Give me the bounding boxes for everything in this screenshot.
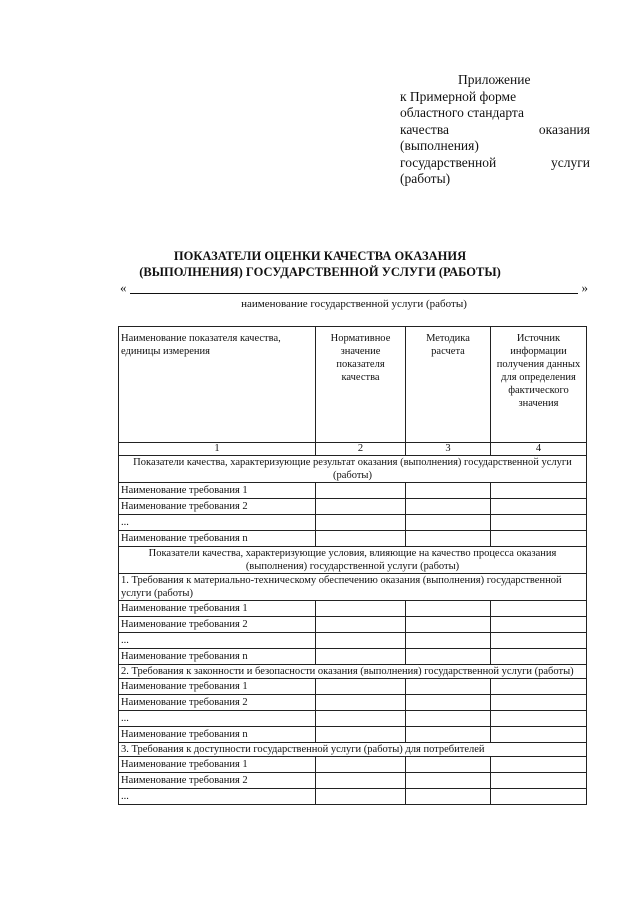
table-cell: [316, 515, 406, 531]
table-cell: [491, 711, 587, 727]
group-title: 2. Требования к законности и безопасности оказания (выполнения) государственной услуги (работы): [119, 665, 587, 679]
appendix-line: Приложение: [458, 72, 531, 87]
appendix-line: областного стандарта: [400, 105, 524, 120]
column-number: 2: [316, 443, 406, 456]
requirement-name: Наименование требования 2: [119, 773, 316, 789]
section-title: Показатели качества, характеризующие условия, влияющие на качество процесса оказания (выполнения) государственной услуги (работы): [119, 547, 587, 574]
table-row: [119, 633, 587, 649]
group-title-row: [119, 665, 587, 679]
appendix-line: к Примерной форме: [400, 88, 517, 104]
table-cell: [406, 601, 491, 617]
title-line: (ВЫПОЛНЕНИЯ) ГОСУДАРСТВЕННОЙ УСЛУГИ (РАБОТЫ): [139, 265, 501, 279]
requirement-name: ...: [119, 515, 316, 531]
fill-in-rule: [130, 293, 578, 294]
appendix-line: (выполнения): [400, 138, 479, 153]
table-cell: [406, 789, 491, 805]
table-cell: [406, 515, 491, 531]
quality-indicators-table: [118, 326, 587, 805]
table-row: [119, 515, 587, 531]
table-cell: [491, 499, 587, 515]
table-cell: [406, 711, 491, 727]
table-row: [119, 601, 587, 617]
table-cell: [491, 757, 587, 773]
table-cell: [406, 757, 491, 773]
table-cell: [491, 649, 587, 665]
table-cell: [491, 789, 587, 805]
table-cell: [316, 711, 406, 727]
table-cell: [316, 531, 406, 547]
appendix-word: услуги: [551, 154, 590, 170]
group-title: 1. Требования к материально-техническому обеспечению оказания (выполнения) государственной услуги (работы): [119, 574, 587, 601]
table-cell: [316, 789, 406, 805]
column-number: 4: [491, 443, 587, 456]
table-cell: [316, 649, 406, 665]
column-number-row: [119, 443, 587, 456]
appendix-block: [400, 72, 590, 188]
requirement-name: Наименование требования 2: [119, 617, 316, 633]
table-cell: [316, 679, 406, 695]
requirement-name: Наименование требования 1: [119, 483, 316, 499]
header-indicator: Наименование показателя качества, единицы измерения: [119, 327, 316, 443]
table-row: [119, 773, 587, 789]
table-cell: [316, 757, 406, 773]
requirement-name: Наименование требования 2: [119, 695, 316, 711]
table-row: [119, 711, 587, 727]
appendix-line: (работы): [400, 171, 451, 186]
table-cell: [316, 695, 406, 711]
requirement-name: ...: [119, 789, 316, 805]
table-row: [119, 649, 587, 665]
table-row: [119, 499, 587, 515]
requirement-name: ...: [119, 633, 316, 649]
service-name-caption: наименование государственной услуги (работы): [241, 298, 467, 310]
header-norm-value: Нормативное значение показателя качества: [316, 327, 406, 443]
table-cell: [491, 679, 587, 695]
group-title-row: [119, 743, 587, 757]
table-cell: [491, 633, 587, 649]
appendix-line: [400, 122, 590, 139]
requirement-name: Наименование требования 1: [119, 601, 316, 617]
table-cell: [316, 773, 406, 789]
table-cell: [406, 727, 491, 743]
table-cell: [491, 727, 587, 743]
table-cell: [491, 617, 587, 633]
table-cell: [406, 773, 491, 789]
appendix-word: государственной: [400, 154, 497, 170]
requirement-name: Наименование требования n: [119, 727, 316, 743]
table-row: [119, 531, 587, 547]
requirement-name: Наименование требования 1: [119, 679, 316, 695]
table-cell: [316, 727, 406, 743]
requirement-name: Наименование требования 2: [119, 499, 316, 515]
table-cell: [406, 633, 491, 649]
title-line: ПОКАЗАТЕЛИ ОЦЕНКИ КАЧЕСТВА ОКАЗАНИЯ: [173, 249, 467, 263]
table-header-row: [119, 327, 587, 443]
table-cell: [491, 515, 587, 531]
table-cell: [491, 695, 587, 711]
table-cell: [406, 617, 491, 633]
service-name-line: [120, 280, 588, 296]
column-number: 3: [406, 443, 491, 456]
table-cell: [406, 483, 491, 499]
section-title-row: [119, 547, 587, 574]
section-title-row: [119, 456, 587, 483]
table-cell: [491, 483, 587, 499]
section-title: Показатели качества, характеризующие результат оказания (выполнения) государственной услуги (работы): [119, 456, 587, 483]
header-method: Методика расчета: [406, 327, 491, 443]
quote-close: »: [581, 280, 588, 295]
table-cell: [491, 601, 587, 617]
table-cell: [316, 601, 406, 617]
table-row: [119, 727, 587, 743]
requirement-name: Наименование требования n: [119, 531, 316, 547]
appendix-word: оказания: [538, 121, 590, 137]
table-cell: [406, 499, 491, 515]
table-cell: [491, 773, 587, 789]
table-row: [119, 617, 587, 633]
group-title-row: [119, 574, 587, 601]
table-row: [119, 695, 587, 711]
table-cell: [406, 679, 491, 695]
table-cell: [316, 633, 406, 649]
table-cell: [316, 483, 406, 499]
requirement-name: Наименование требования n: [119, 649, 316, 665]
quote-open: «: [120, 280, 127, 295]
table-cell: [316, 499, 406, 515]
table-cell: [316, 617, 406, 633]
requirement-name: ...: [119, 711, 316, 727]
table-row: [119, 483, 587, 499]
column-number: 1: [119, 443, 316, 456]
table-cell: [406, 531, 491, 547]
appendix-line: [400, 155, 590, 172]
requirement-name: Наименование требования 1: [119, 757, 316, 773]
table-cell: [491, 531, 587, 547]
table-cell: [406, 649, 491, 665]
header-source: Источник информации получения данных для определения фактического значения: [491, 327, 587, 443]
table-row: [119, 789, 587, 805]
table-cell: [406, 695, 491, 711]
table-row: [119, 757, 587, 773]
document-title: [100, 248, 540, 280]
appendix-word: качества: [400, 121, 450, 137]
table-row: [119, 679, 587, 695]
group-title: 3. Требования к доступности государственной услуги (работы) для потребителей: [119, 743, 587, 757]
